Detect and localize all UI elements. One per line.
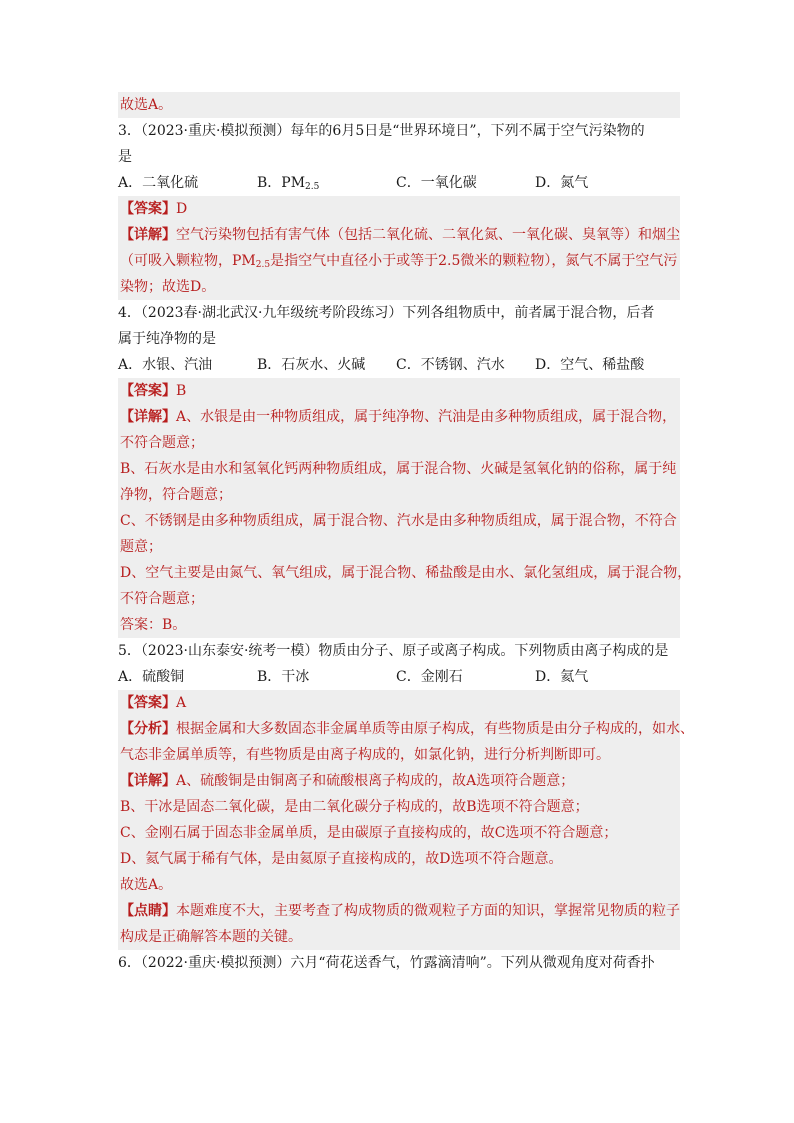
q5-detail-line3: C、金刚石属于固态非金属单质，是由碳原子直接构成的，故C选项不符合题意； [120, 825, 618, 841]
q4-option-c: C．不锈钢、汽水 [396, 357, 505, 373]
q3-stem-line1: 3．（2023·重庆·模拟预测）每年的6月5日是“世界环境日”，下列不属于空气污染物的 [118, 123, 645, 139]
q4-option-a: A．水银、汽油 [118, 357, 213, 373]
q3-stem-line2: 是 [118, 149, 132, 165]
q5-detail-line5: 故选A。 [120, 877, 173, 893]
q2-conclusion: 故选A。 [120, 97, 173, 113]
q5-option-b: B．干冰 [257, 669, 310, 685]
q4-detail-line7: D、空气主要是由氮气、氧气组成，属于混合物、稀盐酸是由水、氯化氢组成，属于混合物， [120, 565, 692, 581]
q5-options [118, 664, 680, 690]
q5-option-a: A．硫酸铜 [118, 669, 185, 685]
q4-stem-line1: 4．（2023春·湖北武汉·九年级统考阶段练习）下列各组物质中，前者属于混合物，后者 [118, 305, 655, 321]
q5-answer: 【答案】A [120, 695, 187, 711]
q3-detail-line2: （可吸入颗粒物，PM2.5是指空气中直径小于或等于2.5微米的颗粒物），氮气不属于空气污 [120, 253, 678, 270]
q4-solution-block [118, 378, 692, 638]
q5-comment-line2: 构成是正确解答本题的关键。 [120, 929, 302, 945]
q5-solution-block [118, 690, 694, 950]
q6-stem-line1: 6．（2022·重庆·模拟预测）六月“荷花送香气，竹露滴清响”。下列从微观角度对荷香扑 [118, 955, 655, 971]
document-body [118, 92, 694, 976]
q3-option-b: B．PM2.5 [257, 175, 320, 192]
q4-detail-line2: 不符合题意； [120, 435, 204, 451]
q4-stem-line2: 属于纯净物的是 [118, 331, 216, 347]
q4-detail-line4: 净物，符合题意； [120, 487, 232, 503]
q3-option-a: A．二氧化硫 [118, 175, 199, 191]
q4-detail-line3: B、石灰水是由水和氢氧化钙两种物质组成，属于混合物、火碱是氢氧化钠的俗称，属于纯 [120, 461, 677, 477]
q4-options [118, 352, 680, 378]
q5-analysis-line1: 【分析】根据金属和大多数固态非金属单质等由原子构成，有些物质是由分子构成的，如水、 [120, 721, 694, 737]
q3-options [118, 170, 680, 196]
q3-solution-block [118, 196, 680, 300]
q5-analysis-line2: 气态非金属单质等，有些物质是由离子构成的，如氯化钠，进行分析判断即可。 [120, 747, 610, 763]
q5-detail-line2: B、干冰是固态二氧化碳，是由二氧化碳分子构成的，故B选项不符合题意； [120, 799, 589, 815]
q3-detail-line3: 染物；故选D。 [120, 279, 216, 295]
q3-answer: 【答案】D [120, 201, 188, 217]
q4-detail-line9: 答案：B。 [120, 617, 187, 633]
q4-detail-line8: 不符合题意； [120, 591, 204, 607]
q5-detail-line4: D、氦气属于稀有气体，是由氦原子直接构成的，故D选项不符合题意。 [120, 851, 563, 867]
q4-detail-line6: 题意； [120, 539, 162, 555]
q4-detail-line1: 【详解】A、水银是由一种物质组成，属于纯净物、汽油是由多种物质组成，属于混合物， [120, 409, 677, 425]
q3-option-c: C．一氧化碳 [396, 175, 477, 191]
q5-comment-line1: 【点睛】本题难度不大，主要考查了构成物质的微观粒子方面的知识，掌握常见物质的粒子 [120, 903, 680, 919]
q3-option-d: D．氮气 [535, 175, 589, 191]
q5-detail-line1: 【详解】A、硫酸铜是由铜离子和硫酸根离子构成的，故A选项符合题意； [120, 773, 575, 789]
q5-option-d: D．氦气 [535, 669, 589, 685]
q2-solution-block [118, 92, 680, 118]
q5-stem-line1: 5．（2023·山东泰安·统考一模）物质由分子、原子或离子构成。下列物质由离子构成的是 [118, 643, 669, 659]
q4-answer: 【答案】B [120, 383, 187, 399]
q5-option-c: C．金刚石 [396, 669, 463, 685]
q4-detail-line5: C、不锈钢是由多种物质组成，属于混合物、汽水是由多种物质组成，属于混合物，不符合 [120, 513, 677, 529]
q4-option-b: B．石灰水、火碱 [257, 357, 366, 373]
q4-option-d: D．空气、稀盐酸 [535, 357, 645, 373]
q3-detail-line1: 【详解】空气污染物包括有害气体（包括二氧化硫、二氧化氮、一氧化碳、臭氧等）和烟尘 [120, 227, 680, 243]
